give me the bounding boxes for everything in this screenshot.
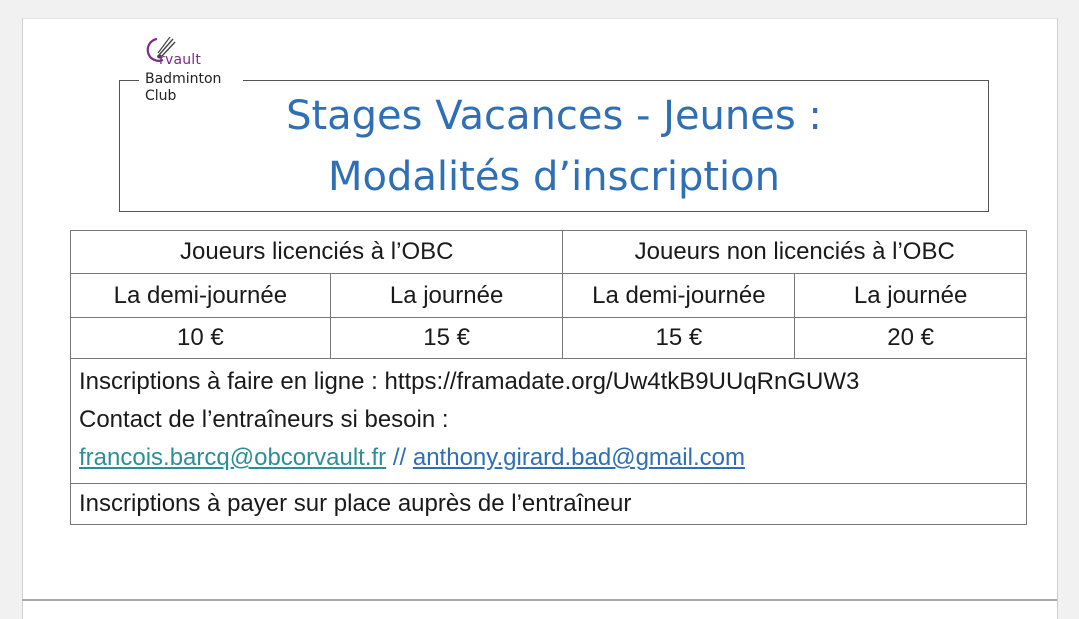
table-row xyxy=(71,359,1027,484)
group-header-licensed: Joueurs licenciés à l’OBC xyxy=(71,231,563,274)
price-cell: 10 € xyxy=(71,318,331,359)
subheader-half-day: La demi-journée xyxy=(71,274,331,318)
table-row xyxy=(71,274,1027,318)
fees-table xyxy=(70,230,1027,525)
price-cell: 20 € xyxy=(795,318,1027,359)
price-cell: 15 € xyxy=(563,318,795,359)
title-line-1: Stages Vacances - Jeunes : xyxy=(286,93,822,139)
contact-text: Contact de l’entraîneurs si besoin : xyxy=(79,406,449,433)
logo-text-club: Club xyxy=(145,88,177,104)
logo-text-badminton-overlay: Badminton xyxy=(145,71,222,87)
page-title xyxy=(119,86,989,208)
table-row xyxy=(71,231,1027,274)
email-link-francois[interactable]: francois.barcq@obcorvault.fr xyxy=(79,444,387,471)
contact-emails xyxy=(79,439,1018,477)
page-edge xyxy=(22,599,1057,601)
subheader-full-day: La journée xyxy=(795,274,1027,318)
subheader-half-day: La demi-journée xyxy=(563,274,795,318)
title-line-2: Modalités d’inscription xyxy=(328,154,780,200)
email-separator: // xyxy=(392,444,407,471)
email-link-anthony[interactable]: anthony.girard.bad@gmail.com xyxy=(412,444,745,471)
group-header-non-licensed: Joueurs non licenciés à l’OBC xyxy=(563,231,1027,274)
table-row xyxy=(71,484,1027,525)
table-row xyxy=(71,318,1027,359)
payment-info: Inscriptions à payer sur place auprès de l’entraîneur xyxy=(71,484,1027,525)
registration-info xyxy=(71,359,1027,484)
price-cell: 15 € xyxy=(330,318,563,359)
logo-text-orvault: rvault xyxy=(159,52,202,68)
subheader-full-day: La journée xyxy=(330,274,563,318)
online-registration-text: Inscriptions à faire en ligne : https://framadate.org/Uw4tkB9UUqRnGUW3 xyxy=(79,368,860,395)
